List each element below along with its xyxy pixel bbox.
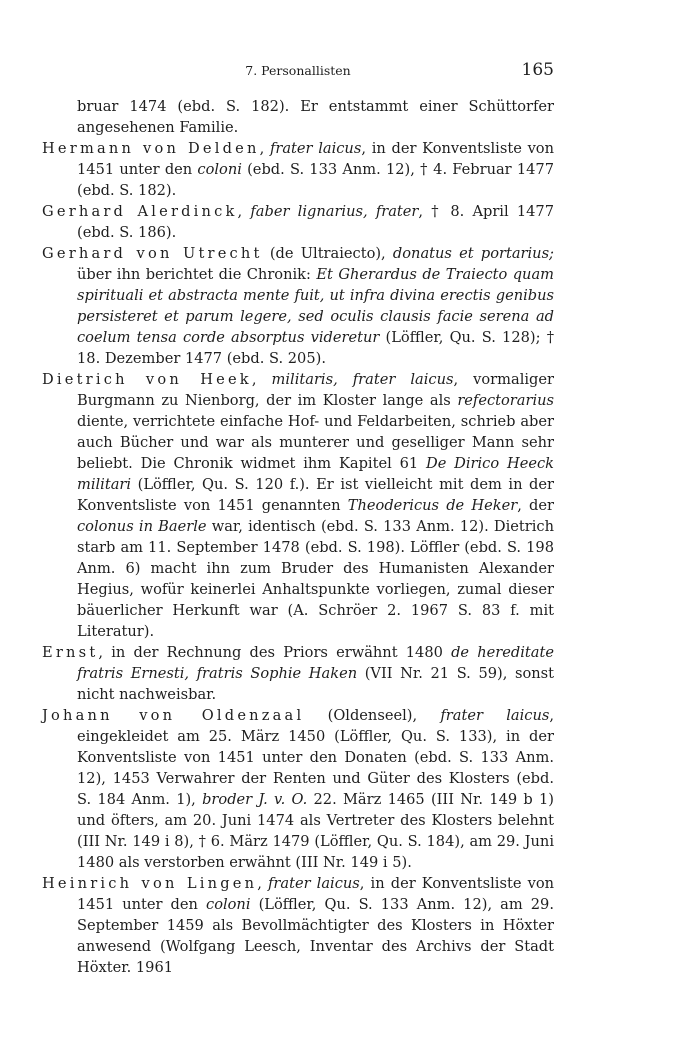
entry-text: 22. März 1465 (III Nr. 149 b 1) und öfters, am 20. Juni 1474 als Vertreter des Klosters belehnt (III Nr. 149 i 8), † 6. März 1479 (Löffler, Qu. S. 184), am 29. Juni 1480 als verstorben erwähnt (III Nr. 149 i 5). (77, 791, 555, 871)
entry-name: Gerhard Alerdinck (42, 203, 238, 220)
entry-text: , (251, 371, 272, 388)
latin-quote: faber lignarius, frater (250, 203, 419, 220)
page-number: 165 (521, 60, 554, 80)
entry-text: diente, verrichtete einfache Hof- und Feldarbeiten, schrieb aber auch Bücher und war als munterer und geselliger Mann sehr beliebt. Die Chronik widmet ihm Kapitel 61 (77, 413, 554, 472)
register-entry (42, 138, 554, 201)
entry-name: Ernst (42, 644, 99, 661)
entry-text: , in der Konventsliste von 1451 unter den (77, 140, 554, 178)
entry-text: , vormaliger Burgmann zu Nienborg, der im Kloster lange als (77, 371, 554, 409)
entry-name: Gerhard von Utrecht (42, 245, 263, 262)
running-head (42, 60, 554, 82)
entry-name: Johann von Oldenzaal (42, 707, 305, 724)
entry-text: (VII Nr. 21 S. 59), sonst nicht nachweisbar. (77, 665, 554, 703)
entry-name: Hermann von Delden (42, 140, 260, 157)
entry-continuation (42, 96, 554, 138)
latin-quote: Et Gherardus de Traiecto quam spirituali et abstracta mente fuit, ut infra divina erectis genibus persisteret et parum legere, sed oculis clausis facie serena ad coelum tensa corde absorptus videretur (77, 266, 554, 346)
entry-text: bruar 1474 (ebd. S. 182). Er entstammt einer Schüttorfer angesehenen Familie. (77, 98, 554, 136)
latin-quote: Theodericus de Heker (347, 497, 518, 514)
entry-text: (ebd. S. 133 Anm. 12), † 4. Februar 1477 (ebd. S. 182). (77, 161, 554, 199)
entry-name: Dietrich von Heek (42, 371, 252, 388)
latin-quote: frater laicus (269, 140, 362, 157)
entry-text: , in der Konventsliste von 1451 unter den (77, 875, 555, 913)
latin-quote: de hereditate fratris Ernesti, fratris Sophie Haken (77, 644, 554, 682)
entry-text: , (257, 875, 269, 892)
latin-quote: donatus et portarius; (392, 245, 554, 262)
register-entry (42, 873, 554, 978)
entry-text: , in der Rechnung des Priors erwähnt 1480 (98, 644, 452, 661)
entry-text: war, identisch (ebd. S. 133 Anm. 12). Dietrich starb am 11. September 1478 (ebd. S. 198). Löffler (ebd. S. 198 Anm. 6) macht ihn zum Bruder des Humanisten Alexander Hegius, wofür keinerlei Anhaltspunkte vorliegen, zumal dieser bäuerlicher Herkunft war (A. Schröer 2. 1967 S. 83 f. mit Literatur). (77, 518, 554, 640)
latin-quote: frater laicus (440, 707, 550, 724)
register-entry (42, 243, 554, 369)
entry-name: Heinrich von Lingen (42, 875, 258, 892)
register-entry (42, 201, 554, 243)
latin-quote: militaris, frater laicus (271, 371, 454, 388)
entry-text: , eingekleidet am 25. März 1450 (Löffler, Qu. S. 133), in der Konventsliste von 1451 unter den Donaten (ebd. S. 133 Anm. 12), 1453 Verwahrer der Renten und Güter des Klosters (ebd. S. 184 Anm. 1), (77, 707, 554, 808)
latin-quote: frater laicus (268, 875, 360, 892)
latin-quote: broder J. v. O. (202, 791, 308, 808)
register-entry (42, 705, 554, 873)
entry-text: (Löffler, Qu. S. 133 Anm. 12), am 29. September 1459 als Bevollmächtigter des Klosters in Höxter anwesend (Wolfgang Leesch, Inventar des Archivs der Stadt Höxter. 1961 (77, 896, 554, 976)
latin-quote: refectorarius (457, 392, 554, 409)
entry-text: (Löffler, Qu. S. 128); † 18. Dezember 1477 (ebd. S. 205). (77, 329, 554, 367)
entry-text: , der (517, 497, 555, 514)
body-text (42, 96, 554, 978)
entry-text: , † 8. April 1477 (ebd. S. 186). (77, 203, 554, 241)
register-entry (42, 369, 554, 642)
latin-quote: colonus in Baerle (77, 518, 207, 535)
entry-text: , (259, 140, 270, 157)
running-title: 7. Personallisten (245, 63, 351, 78)
entry-text: (Oldenseel), (304, 707, 441, 724)
entry-text: , (237, 203, 251, 220)
latin-quote: De Dirico Heeck militari (77, 455, 554, 493)
entry-text: (Löffler, Qu. S. 120 f.). Er ist vielleicht mit dem in der Konventsliste von 1451 genannten (77, 476, 554, 514)
latin-quote: coloni (197, 161, 242, 178)
entry-text: über ihn berichtet die Chronik: (77, 266, 317, 283)
register-entry (42, 642, 554, 705)
entry-text: (de Ultraiecto), (262, 245, 393, 262)
latin-quote: coloni (206, 896, 251, 913)
